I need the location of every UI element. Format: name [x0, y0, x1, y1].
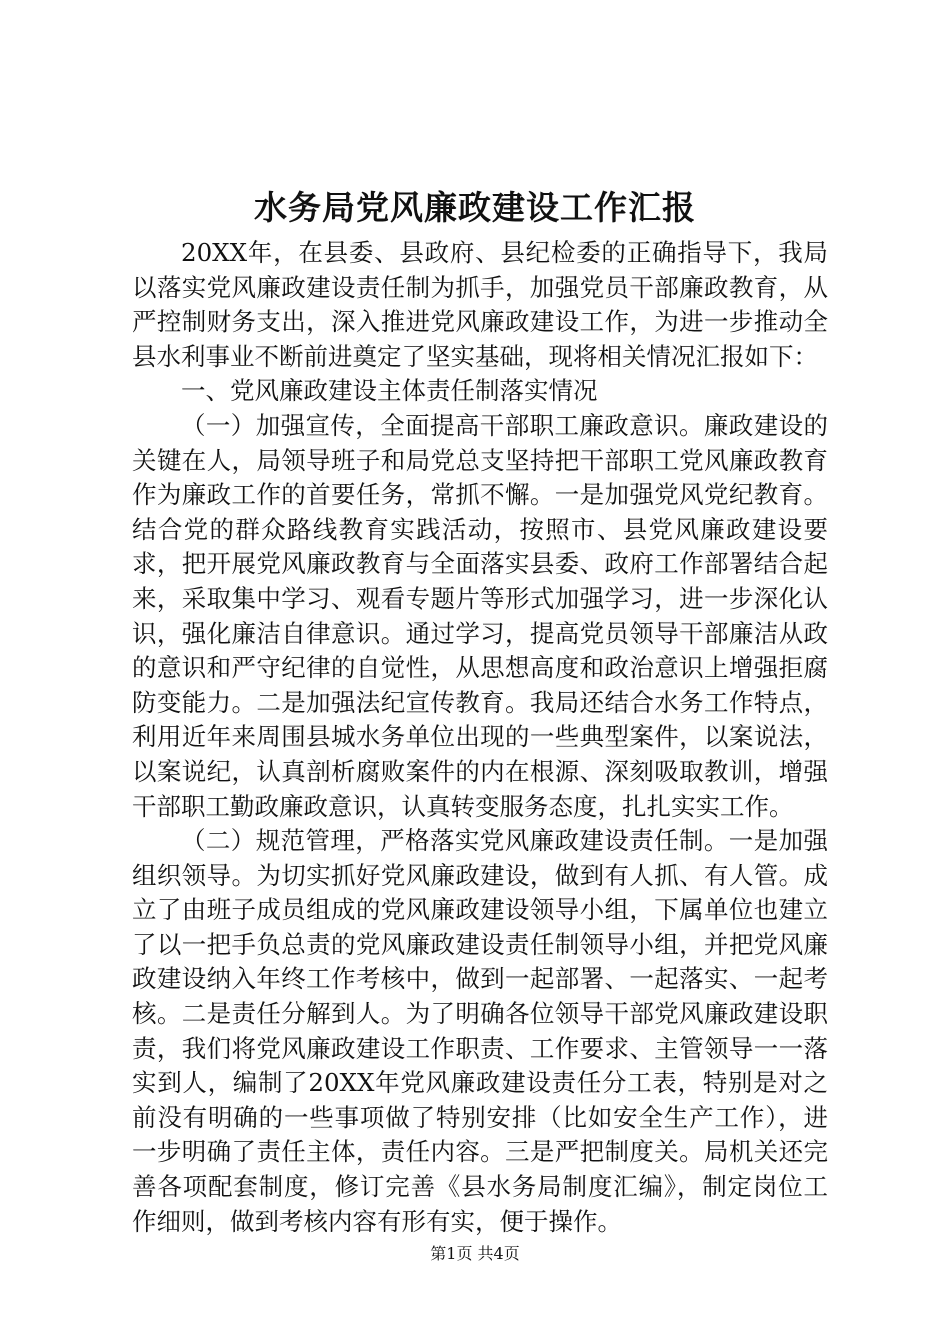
page-footer: 第1页 共4页	[430, 1244, 520, 1263]
subsection-paragraph-2: （二）规范管理，严格落实党风廉政建设责任制。一是加强组织领导。为切实抓好党风廉政建设，做到有人抓、有人管。成立了由班子成员组成的党风廉政建设领导小组，下属单位也建立了以一把手负总责的党风廉政建设责任制领导小组，并把党风廉政建设纳入年终工作考核中，做到一起部署、一起落实、一起考核。二是责任分解到人。为了明确各位领导干部党风廉政建设职责，我们将党风廉政建设工作职责、工作要求、主管领导一一落实到人，编制了20XX年党风廉政建设责任分工表，特别是对之前没有明确的一些事项做了特别安排（比如安全生产工作），进一步明确了责任主体，责任内容。三是严把制度关。局机关还完善各项配套制度，修订完善《县水务局制度汇编》，制定岗位工作细则，做到考核内容有形有实，便于操作。	[132, 826, 828, 1236]
intro-paragraph: 20XX年，在县委、县政府、县纪检委的正确指导下，我局以落实党风廉政建设责任制为抓手，加强党员干部廉政教育，从严控制财务支出，深入推进党风廉政建设工作，为进一步推动全县水利事业不断前进奠定了坚实基础，现将相关情况汇报如下：	[132, 238, 828, 371]
subsection-paragraph-1: （一）加强宣传，全面提高干部职工廉政意识。廉政建设的关键在人，局领导班子和局党总支坚持把干部职工党风廉政教育作为廉政工作的首要任务，常抓不懈。一是加强党风党纪教育。结合党的群众路线教育实践活动，按照市、县党风廉政建设要求，把开展党风廉政教育与全面落实县委、政府工作部署结合起来，采取集中学习、观看专题片等形式加强学习，进一步深化认识，强化廉洁自律意识。通过学习，提高党员领导干部廉洁从政的意识和严守纪律的自觉性，从思想高度和政治意识上增强拒腐防变能力。二是加强法纪宣传教育。我局还结合水务工作特点，利用近年来周围县城水务单位出现的一些典型案件，以案说法，以案说纪，认真剖析腐败案件的内在根源、深刻吸取教训，增强干部职工勤政廉政意识，认真转变服务态度，扎扎实实工作。	[132, 410, 828, 821]
document-body	[132, 236, 828, 1239]
section-heading: 一、党风廉政建设主体责任制落实情况	[181, 376, 598, 406]
document-title: 水务局党风廉政建设工作汇报	[254, 188, 696, 227]
